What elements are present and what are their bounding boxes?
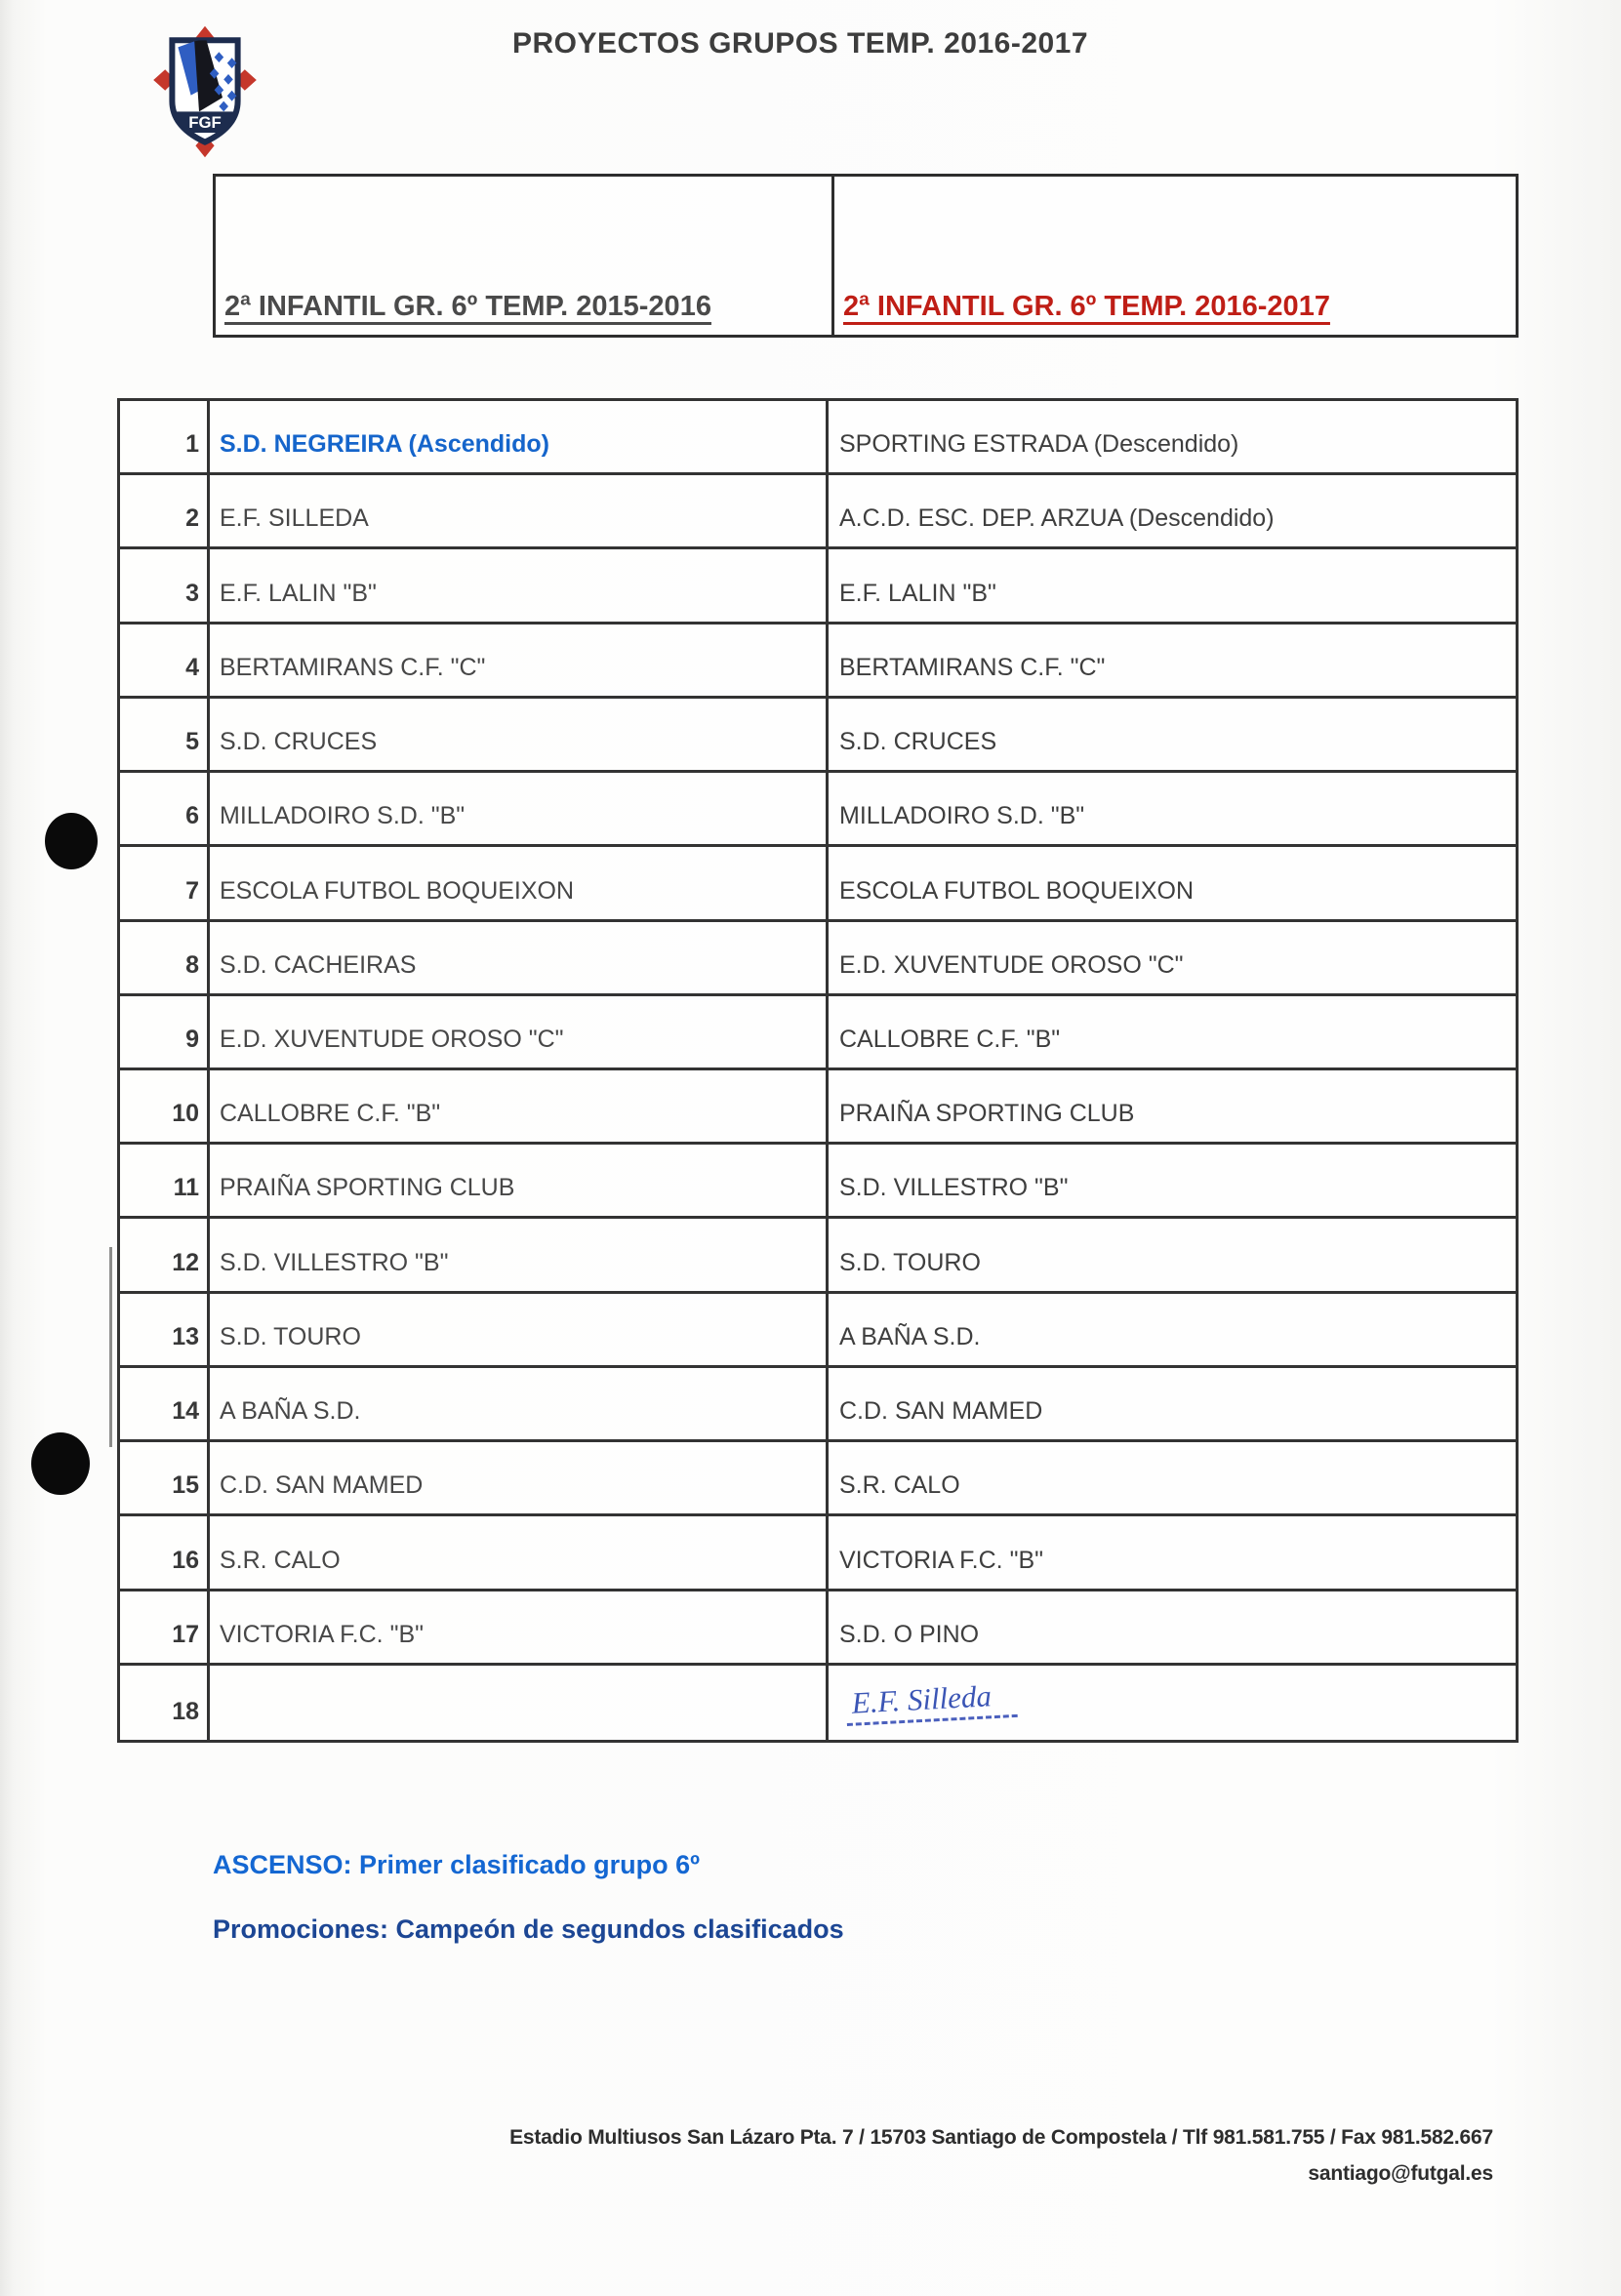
table-row: [120, 624, 1516, 699]
team-2015-2016: VICTORIA F.C. "B": [210, 1591, 829, 1663]
row-number: 3: [120, 549, 210, 621]
team-2015-2016: S.D. CRUCES: [210, 699, 829, 770]
team-2015-2016: PRAIÑA SPORTING CLUB: [210, 1145, 829, 1216]
table-row: [120, 996, 1516, 1070]
team-2016-2017: A.C.D. ESC. DEP. ARZUA (Descendido): [839, 504, 1275, 533]
table-row: [120, 1368, 1516, 1442]
table-row: [120, 1070, 1516, 1145]
note-promociones: Promociones: Campeón de segundos clasificados: [213, 1914, 844, 1944]
page-title: PROYECTOS GRUPOS TEMP. 2016-2017: [511, 27, 1089, 60]
row-number: 4: [120, 624, 210, 696]
team-2015-2016: E.F. SILLEDA: [210, 475, 829, 546]
team-2016-2017: E.D. XUVENTUDE OROSO "C": [839, 950, 1184, 979]
table-row: [120, 401, 1516, 475]
row-number: 12: [120, 1219, 210, 1290]
season-header-box: [213, 174, 1519, 338]
team-2015-2016: S.D. TOURO: [210, 1294, 829, 1365]
table-row: [120, 1591, 1516, 1666]
row-number: 13: [120, 1294, 210, 1365]
team-2015-2016: [210, 1666, 829, 1740]
row-number: 14: [120, 1368, 210, 1439]
team-2016-2017: BERTAMIRANS C.F. "C": [839, 653, 1106, 681]
footer: [509, 2119, 1493, 2192]
row-number: 6: [120, 773, 210, 844]
table-row: [120, 699, 1516, 773]
footer-email: santiago@futgal.es: [1308, 2162, 1493, 2185]
team-2015-2016: C.D. SAN MAMED: [210, 1442, 829, 1513]
table-row: [120, 773, 1516, 847]
team-2016-2017: ESCOLA FUTBOL BOQUEIXON: [839, 876, 1195, 905]
hole-punch-bottom: [31, 1432, 90, 1495]
team-2015-2016: E.F. LALIN "B": [210, 549, 829, 621]
row-number: 11: [120, 1145, 210, 1216]
row-number: 9: [120, 996, 210, 1067]
table-row: [120, 922, 1516, 996]
table-row: [120, 1294, 1516, 1368]
team-2015-2016: CALLOBRE C.F. "B": [210, 1070, 829, 1142]
hole-punch-top: [45, 813, 98, 869]
team-2016-2017: PRAIÑA SPORTING CLUB: [839, 1100, 1135, 1128]
handwritten-entry: E.F. Silleda: [845, 1677, 1018, 1726]
team-2015-2016: E.D. XUVENTUDE OROSO "C": [210, 996, 829, 1067]
row-number: 17: [120, 1591, 210, 1663]
team-2016-2017: MILLADOIRO S.D. "B": [839, 802, 1085, 830]
team-2016-2017: S.R. CALO: [839, 1471, 960, 1500]
row-number: 18: [120, 1666, 210, 1740]
note-ascenso: ASCENSO: Primer clasificado grupo 6º: [213, 1850, 700, 1879]
table-row: [120, 549, 1516, 624]
season-header-2015-2016: 2ª INFANTIL GR. 6º TEMP. 2015-2016: [216, 177, 834, 335]
team-2015-2016: MILLADOIRO S.D. "B": [210, 773, 829, 844]
team-2016-2017: S.D. CRUCES: [839, 728, 997, 756]
table-row: [120, 1442, 1516, 1516]
teams-table: [117, 398, 1519, 1743]
table-row: [120, 1516, 1516, 1591]
row-number: 8: [120, 922, 210, 993]
team-2016-2017: SPORTING ESTRADA (Descendido): [839, 430, 1239, 459]
row-number: 7: [120, 847, 210, 918]
team-2016-2017: S.D. TOURO: [839, 1248, 981, 1276]
team-2016-2017: A BAÑA S.D.: [839, 1322, 981, 1350]
team-2015-2016: S.D. VILLESTRO "B": [210, 1219, 829, 1290]
team-2015-2016: ESCOLA FUTBOL BOQUEIXON: [210, 847, 829, 918]
row-number: 2: [120, 475, 210, 546]
table-row: [120, 475, 1516, 549]
table-row: [120, 847, 1516, 921]
team-2015-2016: S.R. CALO: [210, 1516, 829, 1588]
row-number: 5: [120, 699, 210, 770]
footer-address: Estadio Multiusos San Lázaro Pta. 7 / 15703 Santiago de Compostela / Tlf 981.581.755 / Fax 981.582.667: [509, 2126, 1493, 2149]
scan-artifact-line: [109, 1247, 112, 1447]
team-2016-2017: S.D. O PINO: [839, 1620, 980, 1648]
team-2016-2017: C.D. SAN MAMED: [839, 1397, 1043, 1426]
team-2015-2016: BERTAMIRANS C.F. "C": [210, 624, 829, 696]
row-number: 1: [120, 401, 210, 472]
team-2016-2017: E.F. LALIN "B": [839, 579, 996, 607]
row-number: 15: [120, 1442, 210, 1513]
team-2015-2016: A BAÑA S.D.: [210, 1368, 829, 1439]
row-number: 10: [120, 1070, 210, 1142]
row-number: 16: [120, 1516, 210, 1588]
team-2016-2017: [829, 1666, 1516, 1740]
table-row: [120, 1145, 1516, 1219]
season-header-2016-2017: 2ª INFANTIL GR. 6º TEMP. 2016-2017: [843, 291, 1330, 322]
team-2015-2016: S.D. NEGREIRA (Ascendido): [210, 401, 829, 472]
table-row: [120, 1666, 1516, 1740]
fgf-logo-text: FGF: [188, 113, 222, 133]
team-2016-2017: VICTORIA F.C. "B": [839, 1546, 1043, 1574]
team-2015-2016: S.D. CACHEIRAS: [210, 922, 829, 993]
team-2016-2017: CALLOBRE C.F. "B": [839, 1025, 1061, 1053]
table-row: [120, 1219, 1516, 1293]
team-2016-2017: S.D. VILLESTRO "B": [839, 1174, 1069, 1202]
